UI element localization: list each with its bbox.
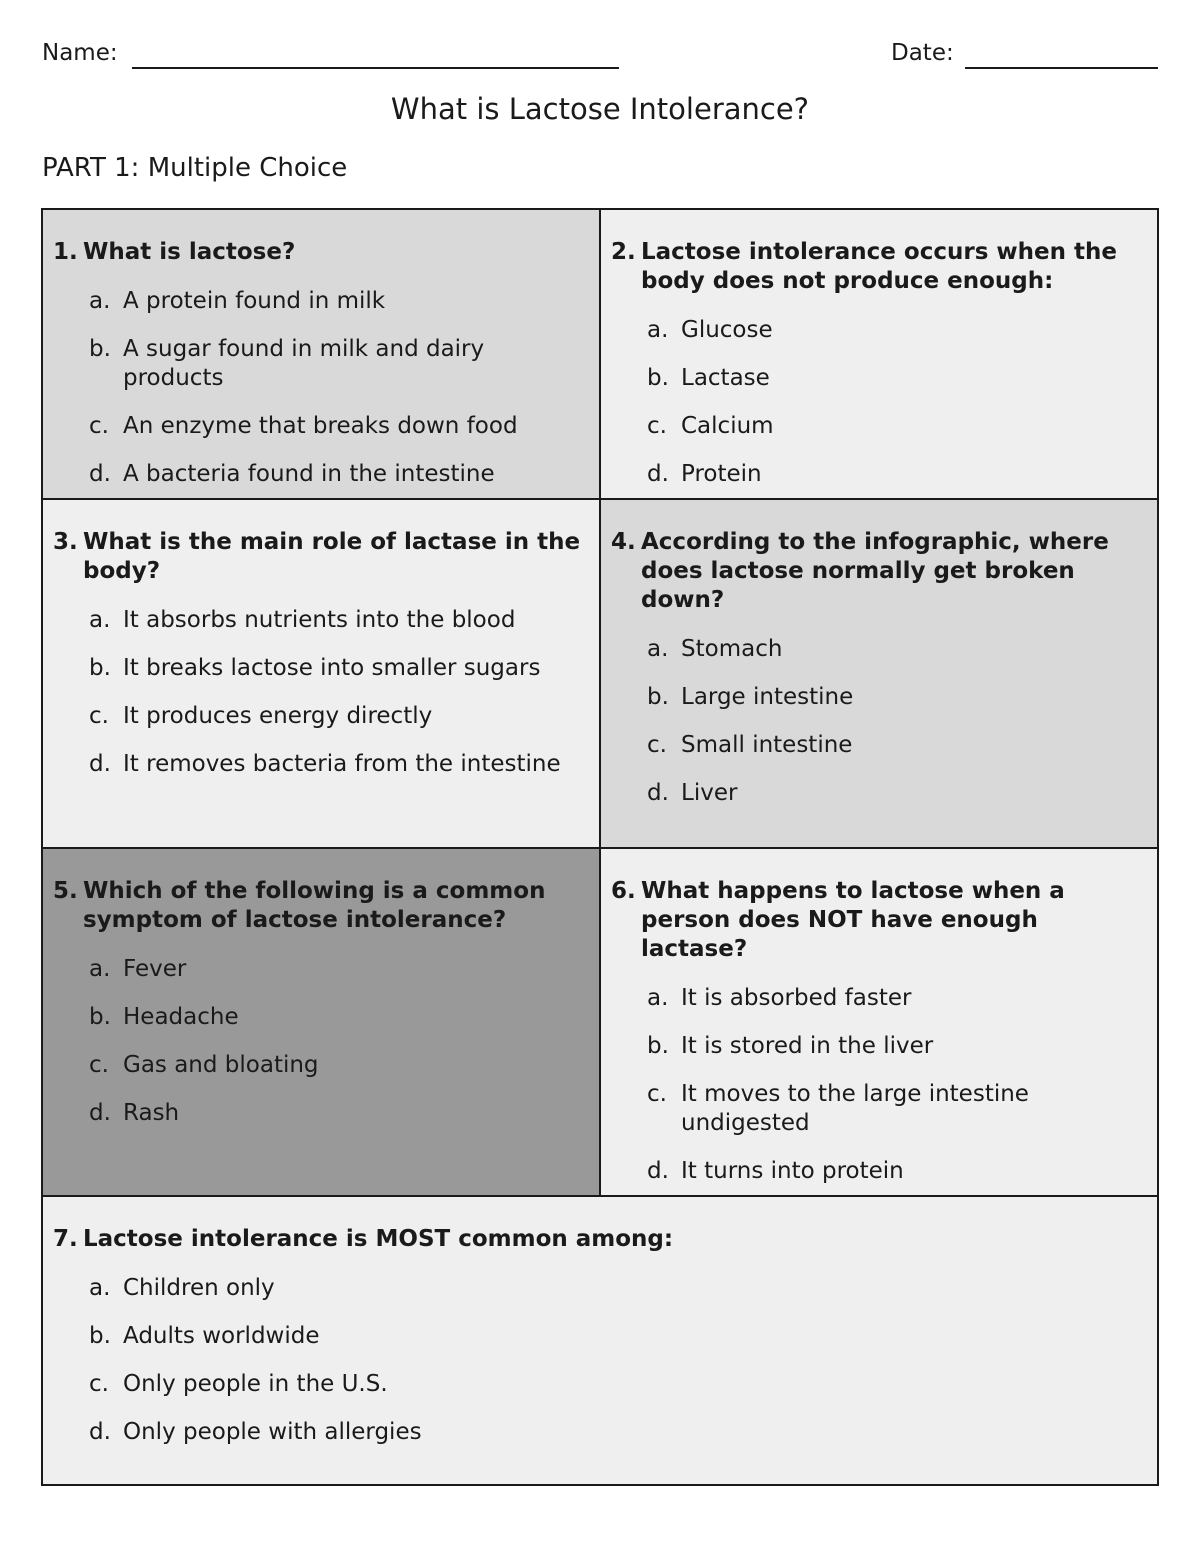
option-letter: b. [89, 655, 111, 681]
option-letter: a. [89, 1275, 111, 1301]
question-text: Which of the following is a common symptom of lactose intolerance? [83, 878, 546, 933]
question-text: Lactose intolerance occurs when the body does not produce enough: [641, 239, 1117, 294]
name-blank-line[interactable] [132, 67, 619, 69]
option-2d[interactable] [647, 460, 1143, 489]
option-letter: c. [89, 1371, 109, 1397]
question-number: 4. [611, 529, 636, 555]
option-6a[interactable] [647, 984, 1143, 1013]
option-text: A protein found in milk [123, 288, 386, 314]
option-7c[interactable] [89, 1370, 1143, 1399]
option-6c[interactable] [647, 1080, 1143, 1138]
option-letter: b. [89, 1323, 111, 1349]
option-letter: c. [647, 1081, 667, 1107]
option-text: Glucose [681, 317, 773, 343]
option-4c[interactable] [647, 731, 1143, 760]
option-letter: d. [647, 461, 669, 487]
option-text: Only people with allergies [123, 1419, 422, 1445]
option-text: Liver [681, 780, 738, 806]
option-letter: c. [89, 413, 109, 439]
question-text: What is the main role of lactase in the body? [83, 529, 581, 584]
option-text: It breaks lactose into smaller sugars [123, 655, 541, 681]
option-3c[interactable] [89, 702, 585, 731]
option-2b[interactable] [647, 364, 1143, 393]
question-1 [53, 238, 585, 267]
option-text: Rash [123, 1100, 180, 1126]
option-text: It is absorbed faster [681, 985, 912, 1011]
option-letter: c. [647, 413, 667, 439]
option-7b[interactable] [89, 1322, 1143, 1351]
option-text: Stomach [681, 636, 783, 662]
question-text: What happens to lactose when a person does NOT have enough lactase? [641, 878, 1065, 962]
question-cell-4 [601, 500, 1157, 849]
option-5a[interactable] [89, 955, 585, 984]
option-3b[interactable] [89, 654, 585, 683]
option-4b[interactable] [647, 683, 1143, 712]
question-6 [611, 877, 1143, 964]
option-letter: a. [647, 985, 669, 1011]
option-letter: d. [89, 751, 111, 777]
question-cell-1 [43, 210, 601, 500]
question-number: 1. [53, 239, 78, 265]
question-2 [611, 238, 1143, 296]
option-text: Fever [123, 956, 187, 982]
option-text: It removes bacteria from the intestine [123, 751, 561, 777]
question-number: 7. [53, 1226, 78, 1252]
option-text: Large intestine [681, 684, 854, 710]
option-text: Gas and bloating [123, 1052, 319, 1078]
option-1c[interactable] [89, 412, 585, 441]
option-letter: d. [89, 1419, 111, 1445]
option-text: Only people in the U.S. [123, 1371, 388, 1397]
option-letter: d. [89, 461, 111, 487]
option-6b[interactable] [647, 1032, 1143, 1061]
date-label: Date: [891, 40, 954, 66]
option-2c[interactable] [647, 412, 1143, 441]
option-text: A bacteria found in the intestine [123, 461, 495, 487]
question-4 [611, 528, 1143, 615]
option-text: Protein [681, 461, 762, 487]
option-text: An enzyme that breaks down food [123, 413, 518, 439]
question-text: Lactose intolerance is MOST common among: [83, 1226, 674, 1252]
option-letter: a. [89, 607, 111, 633]
question-cell-7 [43, 1197, 1157, 1484]
option-6d[interactable] [647, 1157, 1143, 1186]
question-cell-2 [601, 210, 1157, 500]
question-number: 3. [53, 529, 78, 555]
question-7 [53, 1225, 1143, 1254]
option-5d[interactable] [89, 1099, 585, 1128]
option-text: It absorbs nutrients into the blood [123, 607, 516, 633]
option-text: Headache [123, 1004, 239, 1030]
option-text: Small intestine [681, 732, 853, 758]
option-2a[interactable] [647, 316, 1143, 345]
option-text: It is stored in the liver [681, 1033, 934, 1059]
option-4d[interactable] [647, 779, 1143, 808]
question-number: 2. [611, 239, 636, 265]
option-text: Adults worldwide [123, 1323, 320, 1349]
option-text: A sugar found in milk and dairy products [123, 336, 485, 391]
option-3d[interactable] [89, 750, 585, 779]
question-text: What is lactose? [83, 239, 296, 265]
option-letter: c. [89, 703, 109, 729]
option-letter: a. [647, 317, 669, 343]
option-3a[interactable] [89, 606, 585, 635]
question-text: According to the infographic, where does lactose normally get broken down? [641, 529, 1109, 613]
page-title: What is Lactose Intolerance? [390, 92, 810, 126]
option-letter: b. [647, 1033, 669, 1059]
option-1d[interactable] [89, 460, 585, 489]
option-5b[interactable] [89, 1003, 585, 1032]
option-7a[interactable] [89, 1274, 1143, 1303]
option-1a[interactable] [89, 287, 585, 316]
option-letter: c. [89, 1052, 109, 1078]
option-letter: c. [647, 732, 667, 758]
question-cell-6 [601, 849, 1157, 1197]
option-text: Children only [123, 1275, 275, 1301]
option-text: It moves to the large intestine undigested [681, 1081, 1029, 1136]
option-letter: a. [89, 288, 111, 314]
question-3 [53, 528, 585, 586]
option-text: Calcium [681, 413, 774, 439]
date-blank-line[interactable] [965, 67, 1158, 69]
option-1b[interactable] [89, 335, 585, 393]
question-number: 5. [53, 878, 78, 904]
option-letter: d. [89, 1100, 111, 1126]
question-cell-5 [43, 849, 601, 1197]
option-text: It turns into protein [681, 1158, 904, 1184]
option-5c[interactable] [89, 1051, 585, 1080]
option-letter: d. [647, 1158, 669, 1184]
option-letter: b. [647, 365, 669, 391]
option-letter: b. [89, 1004, 111, 1030]
header-row [42, 40, 1158, 72]
option-4a[interactable] [647, 635, 1143, 664]
option-letter: b. [647, 684, 669, 710]
question-5 [53, 877, 585, 935]
option-letter: b. [89, 336, 111, 362]
option-7d[interactable] [89, 1418, 1143, 1447]
question-number: 6. [611, 878, 636, 904]
option-text: It produces energy directly [123, 703, 433, 729]
option-letter: a. [89, 956, 111, 982]
name-label: Name: [42, 40, 118, 66]
option-letter: d. [647, 780, 669, 806]
question-cell-3 [43, 500, 601, 849]
part-heading: PART 1: Multiple Choice [42, 153, 348, 183]
option-text: Lactase [681, 365, 770, 391]
question-grid [41, 208, 1159, 1486]
option-letter: a. [647, 636, 669, 662]
